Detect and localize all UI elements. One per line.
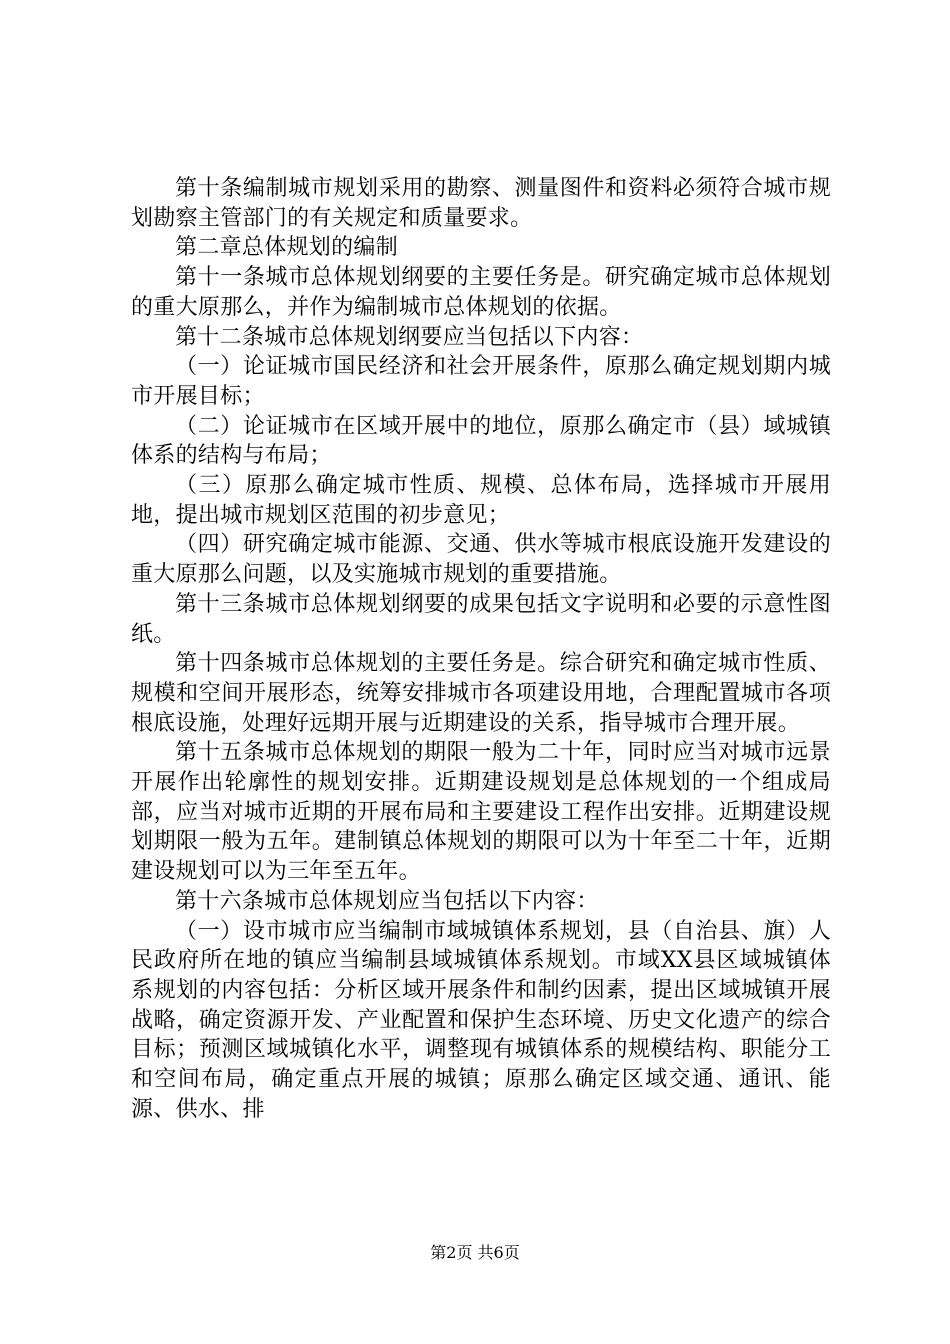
list-item-16-1: （一）设市城市应当编制市域城镇体系规划，县（自治县、旗）人民政府所在地的镇应当编制县域城镇体系规划。市域XX县区域城镇体系规划的内容包括：分析区域开展条件和制约因素，提出区域城镇开展战略，确定资源开发、产业配置和保护生态环境、历史文化遗产的综合目标；预测区域城镇化水平，调整现有城镇体系的规模结构、职能分工和空间布局，确定重点开展的城镇；原那么确定区域交通、通讯、能源、供水、排 [131,918,831,1122]
paragraph-article-12: 第十二条城市总体规划纲要应当包括以下内容： [175,324,644,350]
paragraph-article-14: 第十四条城市总体规划的主要任务是。综合研究和确定城市性质、规模和空间开展形态，统筹安排城市各项建设用地，合理配置城市各项根底设施，处理好远期开展与近期建设的关系，指导城市合理开展。 [131,651,831,736]
list-item-12-4: （四）研究确定城市能源、交通、供水等城市根底设施开发建设的重大原那么问题，以及实施城市规划的重要措施。 [131,532,831,588]
page-footer: 第2页 共6页 [430,1243,520,1262]
paragraph-article-13: 第十三条城市总体规划纲要的成果包括文字说明和必要的示意性图纸。 [131,591,831,647]
paragraph-article-16: 第十六条城市总体规划应当包括以下内容： [175,888,599,914]
paragraph-article-15: 第十五条城市总体规划的期限一般为二十年，同时应当对城市远景开展作出轮廓性的规划安排。近期建设规划是总体规划的一个组成局部，应当对城市近期的开展布局和主要建设工程作出安排。近期建设规划期限一般为五年。建制镇总体规划的期限可以为十年至二十年，近期建设规划可以为三年至五年。 [131,740,831,885]
document-body [131,174,831,1125]
list-item-12-1: （一）论证城市国民经济和社会开展条件，原那么确定规划期内城市开展目标； [131,354,831,409]
list-item-12-2: （二）论证城市在区域开展中的地位，原那么确定市（县）域城镇体系的结构与布局； [131,413,831,469]
list-item-12-3: （三）原那么确定城市性质、规模、总体布局，选择城市开展用地，提出城市规划区范围的初步意见； [131,473,831,528]
chapter-heading: 第二章总体规划的编制 [175,235,399,261]
paragraph-article-10: 第十条编制城市规划采用的勘察、测量图件和资料必须符合城市规划勘察主管部门的有关规定和质量要求。 [131,176,831,231]
paragraph-article-11: 第十一条城市总体规划纲要的主要任务是。研究确定城市总体规划的重大原那么，并作为编制城市总体规划的依据。 [131,265,831,320]
